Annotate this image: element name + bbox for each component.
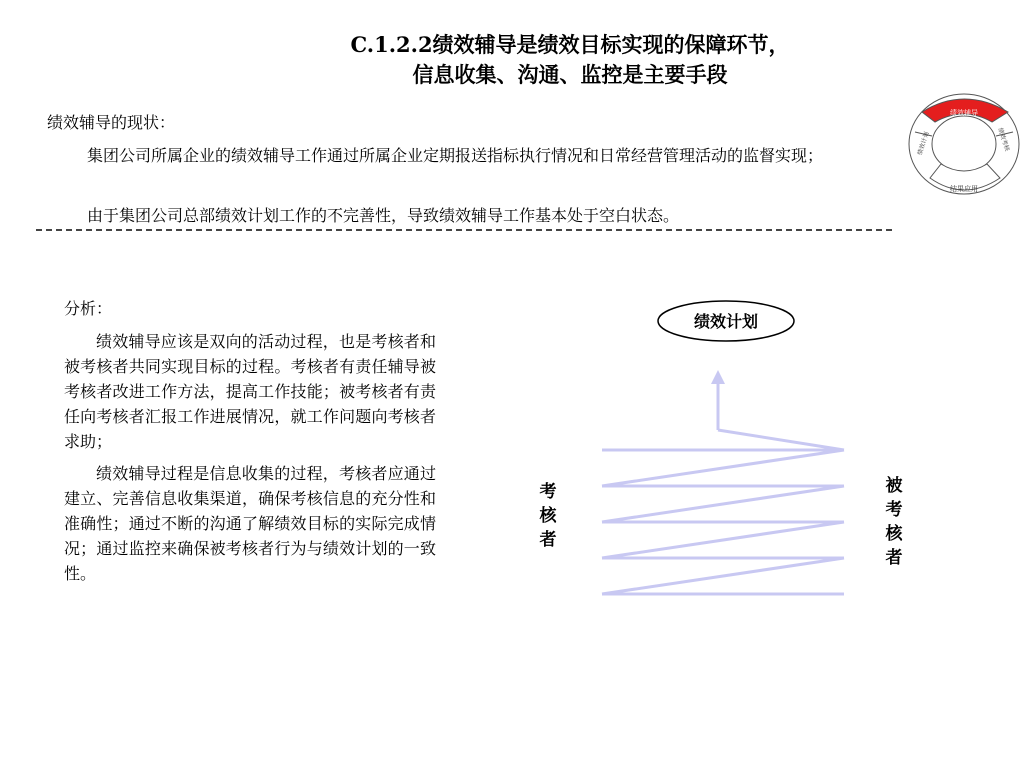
- analysis-section: [64, 296, 436, 593]
- goal-label: 绩效计划: [693, 312, 759, 331]
- arrow-head: [711, 370, 725, 384]
- page-title-line-2: 信息收集、沟通、监控是主要手段: [412, 62, 728, 87]
- cycle-label-right: 绩效考核: [996, 127, 1011, 153]
- analysis-paragraph-2: 绩效辅导过程是信息收集的过程，考核者应通过建立、完善信息收集渠道，确保考核信息的充分性和准确性；通过不断的沟通了解绩效目标的实际完成情况；通过监控来确保被考核者行为与绩效计划的一致性。: [64, 464, 436, 583]
- page-title-line-1: C.1.2.2绩效辅导是绩效目标实现的保障环节，: [350, 32, 790, 57]
- dashed-divider: [36, 229, 892, 231]
- status-heading: 绩效辅导的现状：: [47, 113, 176, 132]
- cycle-label-left: 绩效计划: [916, 131, 931, 157]
- zigzag-flow-diagram: [520, 290, 920, 610]
- page-title: [290, 30, 850, 90]
- zigzag-lines: [602, 382, 844, 594]
- assessee-label: 被 考 核 者: [885, 476, 903, 568]
- cycle-label-bottom: 结果应用: [950, 185, 978, 193]
- assessor-label: 考 核 者: [539, 482, 557, 550]
- cycle-label-top: 绩效辅导: [950, 109, 978, 117]
- analysis-heading: 分析：: [64, 299, 113, 318]
- status-paragraph-1: 集团公司所属企业的绩效辅导工作通过所属企业定期报送指标执行情况和日常经营管理活动的监督实现；: [87, 146, 824, 165]
- analysis-paragraph-1: 绩效辅导应该是双向的活动过程，也是考核者和被考核者共同实现目标的过程。考核者有责任辅导被考核者改进工作方法，提高工作技能；被考核者有责任向考核者汇报工作进展情况，就工作问题向考核者求助；: [64, 332, 436, 451]
- cycle-diagram: [905, 92, 1023, 204]
- status-paragraph-2: 由于集团公司总部绩效计划工作的不完善性，导致绩效辅导工作基本处于空白状态。: [87, 206, 680, 225]
